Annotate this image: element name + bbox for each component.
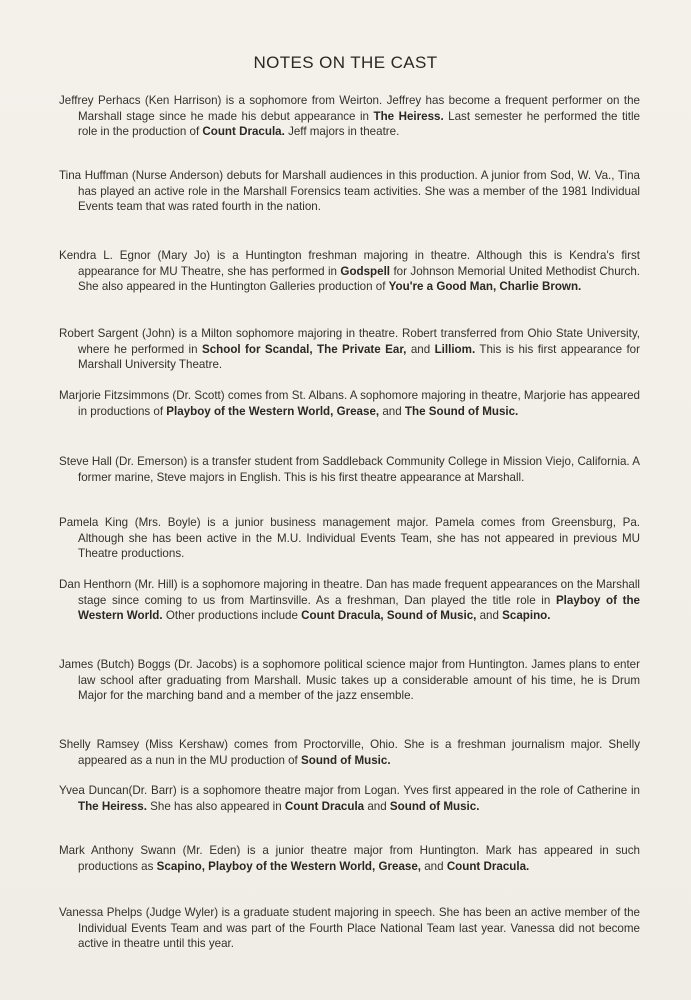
entry-text: Last semester he performed the title role in the production of	[78, 109, 640, 139]
entry-text: Shelly Ramsey (Miss Kershaw) comes from Proctorville, Ohio. She is a freshman journalism major. Shelly appeared as a nun in the MU production of	[59, 738, 640, 767]
cast-entry	[59, 577, 640, 624]
production-title: Playboy of the Western World.	[78, 593, 640, 623]
entry-text: and	[421, 859, 447, 873]
production-title: Godspell	[340, 264, 391, 278]
production-title: Count Dracula, Sound of Music,	[301, 609, 477, 623]
entry-text: Tina Huffman (Nurse Anderson) debuts for Marshall audiences in this production. A junior from Sod, W. Va., Tina has played an active role in the Marshall Forensics team activities. She was a member of the 1981 Individual Events team that was rated fourth in the nation.	[59, 169, 640, 214]
cast-entry	[59, 93, 640, 140]
production-title: School for Scandal, The Private Ear,	[202, 342, 407, 356]
page-title: NOTES ON THE CAST	[253, 53, 438, 72]
entry-text: and	[476, 609, 503, 623]
production-title: Playboy of the Western World, Grease,	[166, 404, 380, 418]
cast-entry	[59, 905, 640, 952]
entry-text: Jeffrey Perhacs (Ken Harrison) is a sophomore from Weirton. Jeffrey has become a frequent performer on the Marshall stage since he made his debut appearance in	[59, 94, 640, 123]
production-title: You're a Good Man, Charlie Brown.	[388, 280, 582, 294]
entry-text: James (Butch) Boggs (Dr. Jacobs) is a sophomore political science major from Huntington. James plans to enter law school after graduating from Marshall. Music takes up a considerable amount of his time, he is Drum Major for the marching band and a member of the jazz ensemble.	[59, 658, 640, 703]
production-title: Scapino.	[502, 609, 551, 623]
cast-entry	[59, 843, 640, 874]
entry-text: Robert Sargent (John) is a Milton sophomore majoring in theatre. Robert transferred from Ohio State University, where he performed in	[59, 327, 640, 356]
entry-text: Dan Henthorn (Mr. Hill) is a sophomore majoring in theatre. Dan has made frequent appearances on the Marshall stage since coming to us from Martinsville. As a freshman, Dan played the title role in	[59, 578, 640, 607]
cast-entry	[59, 248, 640, 295]
entry-text: Marjorie Fitzsimmons (Dr. Scott) comes from St. Albans. A sophomore majoring in theatre, Marjorie has appeared in productions of	[59, 389, 640, 418]
entry-text: She has also appeared in	[146, 799, 285, 813]
entry-text: Pamela King (Mrs. Boyle) is a junior business management major. Pamela comes from Greensburg, Pa. Although she has been active in the M.U. Individual Events Team, she has not appeared in previous MU Theatre productions.	[59, 516, 640, 561]
cast-entry	[59, 168, 640, 215]
production-title: The Heiress.	[373, 109, 444, 123]
cast-entry	[59, 657, 640, 704]
production-title: Scapino, Playboy of the Western World, Grease,	[156, 859, 422, 873]
production-title: Sound of Music.	[301, 753, 391, 767]
production-title: Count Dracula	[284, 799, 365, 813]
cast-entry	[59, 783, 640, 814]
entry-text: Yvea Duncan(Dr. Barr) is a sophomore theatre major from Logan. Yves first appeared in the role of Catherine in	[59, 784, 640, 797]
entry-text: and	[379, 404, 405, 418]
entry-text: Vanessa Phelps (Judge Wyler) is a graduate student majoring in speech. She has been an active member of the Individual Events Team and was part of the Fourth Place National Team last year. Vanessa did not become active in theatre until this year.	[59, 906, 640, 951]
production-title: Lilliom.	[434, 342, 476, 356]
entry-text: Kendra L. Egnor (Mary Jo) is a Huntington freshman majoring in theatre. Although this is Kendra's first appearance for MU Theatre, she has performed in	[59, 249, 640, 278]
production-title: Count Dracula.	[446, 859, 530, 873]
production-title: The Heiress.	[78, 799, 147, 813]
entry-text: Jeff majors in theatre.	[284, 125, 400, 139]
entry-text: and	[406, 342, 435, 356]
entry-text: for Johnson Memorial United Methodist Church. She also appeared in the Huntington Galleries production of	[78, 264, 640, 294]
cast-entry	[59, 326, 640, 373]
cast-entry	[59, 388, 640, 419]
entry-text: Other productions include	[162, 609, 302, 623]
cast-entry	[59, 454, 640, 485]
production-title: Count Dracula.	[202, 125, 285, 139]
production-title: The Sound of Music.	[404, 404, 519, 418]
entry-text: Steve Hall (Dr. Emerson) is a transfer student from Saddleback Community College in Mission Viejo, California. A former marine, Steve majors in English. This is his first theatre appearance at Marshall.	[59, 455, 640, 484]
entry-text: and	[364, 799, 390, 813]
cast-entry	[59, 737, 640, 768]
production-title: Sound of Music.	[389, 799, 480, 813]
cast-entry	[59, 515, 640, 562]
entry-text: Mark Anthony Swann (Mr. Eden) is a junior theatre major from Huntington. Mark has appeared in such productions as	[59, 844, 640, 873]
entry-text: This is his first appearance for Marshall University Theatre.	[78, 342, 640, 372]
